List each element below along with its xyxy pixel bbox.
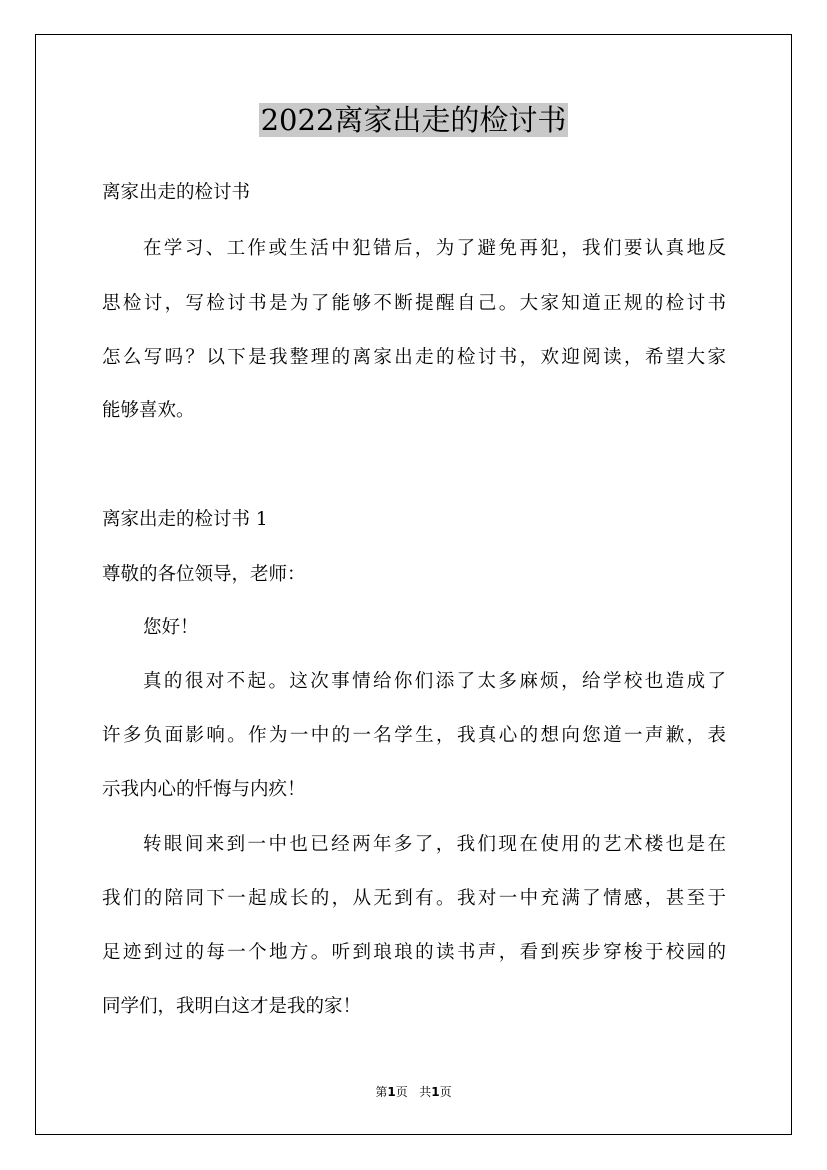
paragraph-line: 思检讨，写检讨书是为了能够不断提醒自己。大家知道正规的检讨书: [102, 293, 726, 314]
total-pages: 1: [431, 1085, 440, 1099]
paragraph-line: 在学习、工作或生活中犯错后，为了避免再犯，我们要认真地反: [143, 238, 726, 259]
paragraph-line: 同学们，我明白这才是我的家！: [102, 996, 362, 1017]
greeting: 您好！: [143, 617, 199, 638]
document-title-text: 2022离家出走的检讨书: [260, 103, 567, 137]
paragraph-line: 真的很对不起。这次事情给你们添了太多麻烦，给学校也造成了: [143, 671, 726, 692]
paragraph-line: 足迹到过的每一个地方。听到琅琅的读书声，看到疾步穿梭于校园的: [102, 942, 726, 963]
total-prefix: 共: [419, 1085, 432, 1099]
salutation: 尊敬的各位领导，老师：: [102, 564, 306, 585]
paragraph-line: 示我内心的忏悔与内疚！: [102, 779, 306, 800]
total-suffix: 页: [439, 1085, 452, 1099]
paragraph-line: 我们的陪同下一起成长的，从无到有。我对一中充满了情感，甚至于: [102, 888, 726, 909]
section-heading: 离家出走的检讨书: [102, 182, 251, 203]
paragraph-line: 转眼间来到一中也已经两年多了，我们现在使用的艺术楼也是在: [143, 834, 726, 855]
paragraph-line: 能够喜欢。: [102, 400, 195, 421]
page-suffix: 页: [395, 1085, 408, 1099]
paragraph-line: 许多负面影响。作为一中的一名学生，我真心的想向您道一声歉，表: [102, 725, 726, 746]
letter-heading: 离家出走的检讨书 1: [102, 509, 268, 530]
document-title: [0, 98, 827, 142]
page-footer: [0, 1083, 827, 1101]
paragraph-line: 怎么写吗？以下是我整理的离家出走的检讨书，欢迎阅读，希望大家: [102, 347, 726, 368]
page-prefix: 第: [375, 1085, 388, 1099]
page-number: 1: [387, 1085, 396, 1099]
